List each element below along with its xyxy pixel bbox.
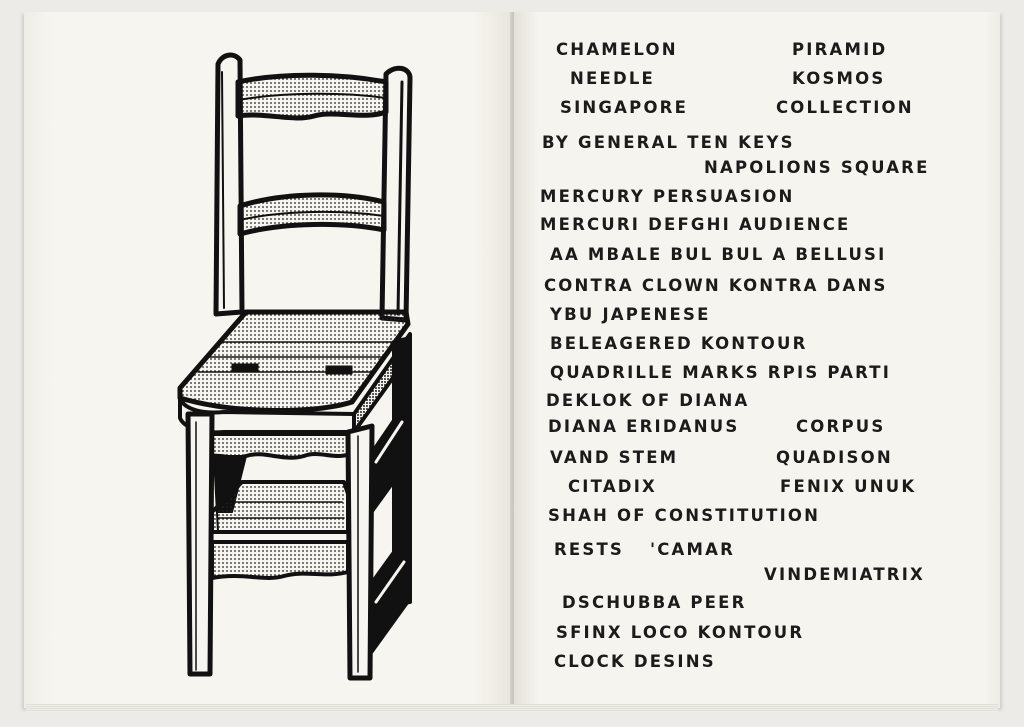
chair-icon bbox=[114, 42, 424, 682]
left-page bbox=[24, 12, 512, 708]
right-page bbox=[514, 12, 1000, 708]
poem-text: CHAMELON PIRAMID NEEDLE KOSMOS SINGAPORE COLLECTION BY GENERAL TEN KEYS NAPOLIONS SQUARE MERCURY PERSUASION MERCURI DEFGHI AUDIENCE AA MBALE BUL BUL A BELLUSI CONTRA CLOWN KONTRA DANS YBU JAPENESE BELEAGERED KONTOUR QUADRILLE MARKS RPIS PARTI DEKLOK OF DIANA DIANA ERIDANUS CORPUS VAND STEM QUADISON CITADIX FENIX UNUK SHAH OF CONSTITUTION RESTS 'CAMAR VINDEMIATRIX DSCHUBBA PEER SFINX LOCO KONTOUR CLOCK DESINS bbox=[540, 40, 930, 671]
open-book bbox=[24, 12, 1002, 712]
page-edges bbox=[26, 704, 998, 712]
